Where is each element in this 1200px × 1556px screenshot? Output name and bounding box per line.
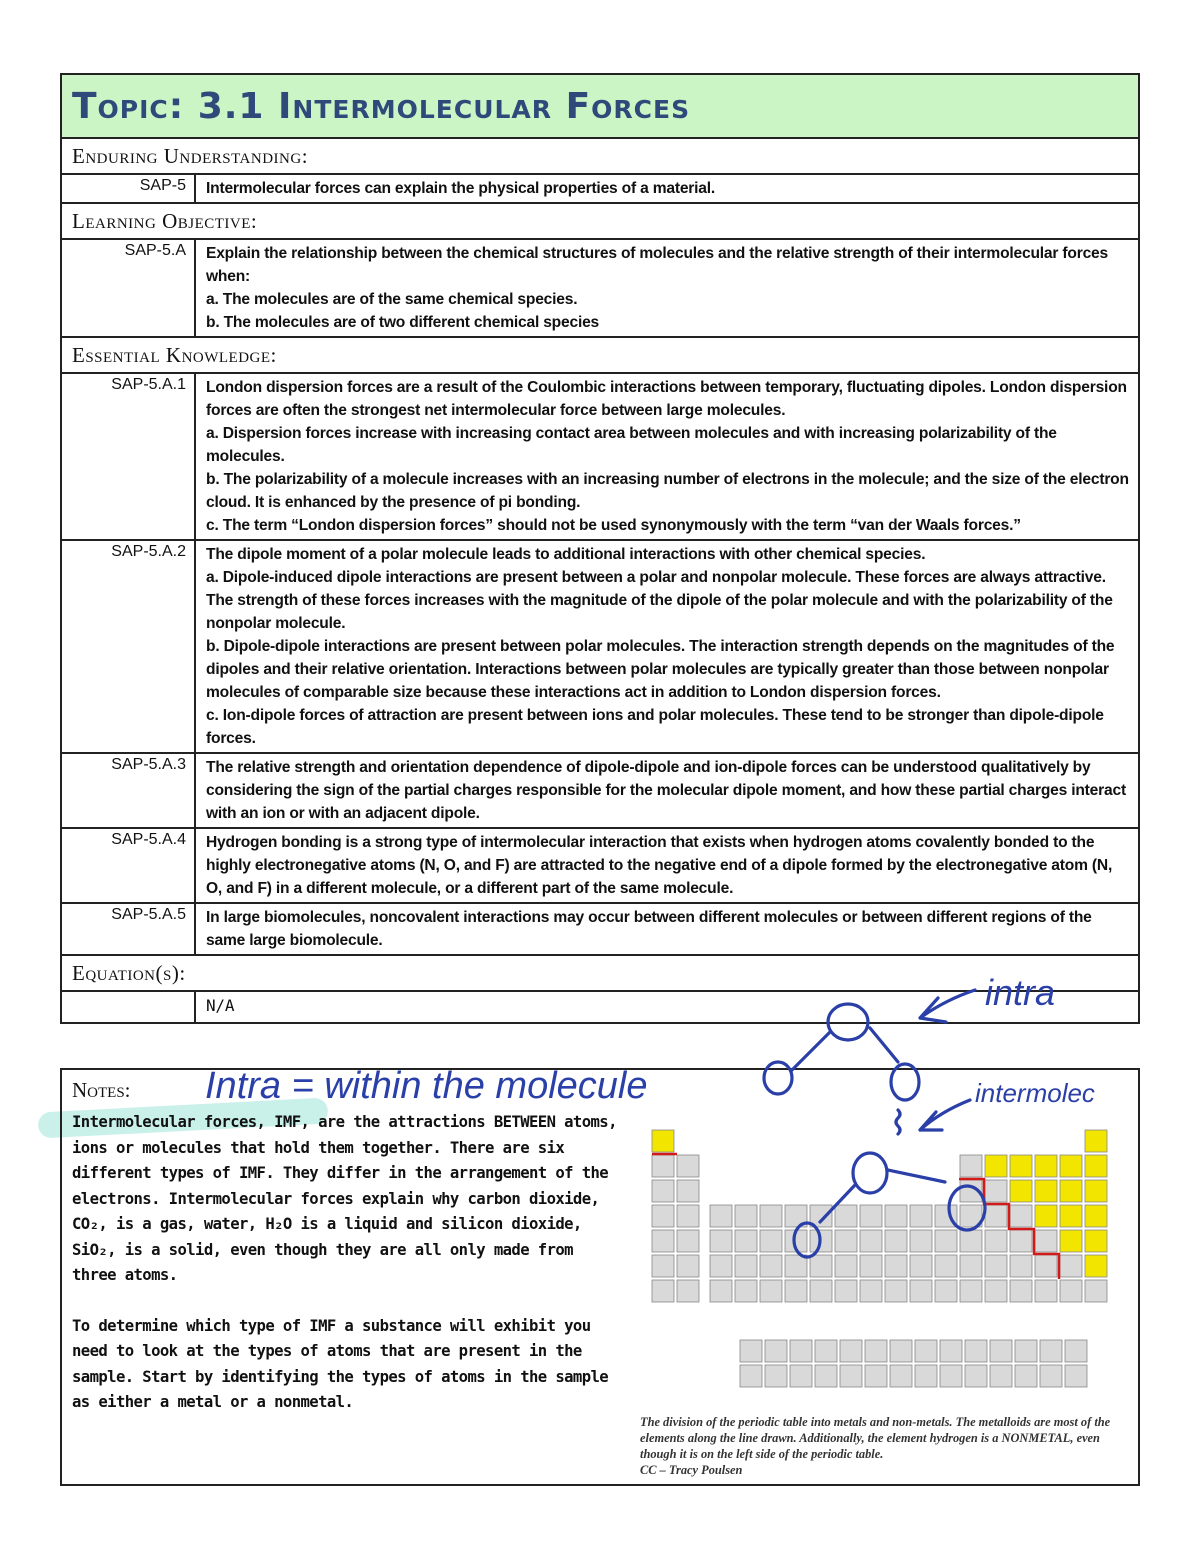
element-cell <box>785 1255 807 1277</box>
element-cell <box>960 1155 982 1177</box>
element-cell <box>1065 1365 1087 1387</box>
element-cell <box>960 1230 982 1252</box>
element-cell <box>765 1340 787 1362</box>
element-cell <box>935 1255 957 1277</box>
element-cell <box>1060 1155 1082 1177</box>
element-cell <box>990 1365 1012 1387</box>
element-cell <box>885 1255 907 1277</box>
handwritten-label-intra: intra <box>985 972 1056 1013</box>
element-cell <box>815 1365 837 1387</box>
element-cell <box>1060 1205 1082 1227</box>
element-cell <box>1035 1205 1057 1227</box>
element-cell <box>710 1205 732 1227</box>
element-cell <box>677 1230 699 1252</box>
element-cell <box>652 1205 674 1227</box>
element-cell <box>965 1340 987 1362</box>
element-cell <box>1060 1255 1082 1277</box>
element-cell <box>985 1255 1007 1277</box>
element-cell <box>652 1280 674 1302</box>
element-cell <box>710 1280 732 1302</box>
element-cell <box>885 1280 907 1302</box>
element-cell <box>1085 1230 1107 1252</box>
element-cell <box>652 1255 674 1277</box>
element-cell <box>1015 1340 1037 1362</box>
row-code: SAP-5.A.3 <box>62 754 196 827</box>
title-bar <box>62 75 1138 139</box>
row-code: SAP-5.A <box>62 240 196 336</box>
element-cell <box>885 1205 907 1227</box>
notes-heading: Notes: <box>72 1078 131 1102</box>
element-cell <box>915 1365 937 1387</box>
element-cell <box>1010 1230 1032 1252</box>
element-cell <box>785 1230 807 1252</box>
element-cell <box>915 1340 937 1362</box>
essential-heading: Essential Knowledge: <box>62 336 1138 374</box>
element-cell <box>652 1180 674 1202</box>
element-cell <box>835 1280 857 1302</box>
row-line: b. Dipole-dipole interactions are present between polar molecules. The interaction strength depends on the magnitudes of the dipoles and their relative orientation. Interactions between polar molecules are typically greater than those between nonpolar molecules of comparable size because these interactions act in addition to London dispersion forces. <box>206 638 1115 701</box>
element-cell <box>790 1340 812 1362</box>
enduring-rows <box>62 175 1138 202</box>
notes-paragraph: To determine which type of IMF a substance will exhibit you need to look at the types of atoms that are present in the sample. Start by identifying the types of atoms in the sample as either a metal or a nonmetal. <box>72 1316 609 1411</box>
row-text <box>196 541 1138 752</box>
element-cell <box>815 1340 837 1362</box>
element-cell <box>1085 1255 1107 1277</box>
element-cell <box>740 1365 762 1387</box>
element-cell <box>785 1280 807 1302</box>
element-cell <box>677 1155 699 1177</box>
element-cell <box>860 1255 882 1277</box>
element-cell <box>1040 1340 1062 1362</box>
element-cell <box>1085 1155 1107 1177</box>
element-cell <box>860 1280 882 1302</box>
element-cell <box>760 1280 782 1302</box>
element-cell <box>765 1365 787 1387</box>
row-code: SAP-5.A.1 <box>62 374 196 539</box>
element-cell <box>835 1255 857 1277</box>
element-cell <box>677 1280 699 1302</box>
element-cell <box>652 1130 674 1152</box>
row-text <box>196 904 1138 954</box>
element-cell <box>840 1340 862 1362</box>
element-cell <box>985 1205 1007 1227</box>
objective-rows <box>62 240 1138 336</box>
element-cell <box>865 1365 887 1387</box>
element-cell <box>790 1365 812 1387</box>
element-cell <box>890 1365 912 1387</box>
element-cell <box>1085 1205 1107 1227</box>
element-cell <box>1010 1280 1032 1302</box>
element-cell <box>735 1255 757 1277</box>
equations-heading: Equation(s): <box>62 954 1138 992</box>
element-cell <box>760 1255 782 1277</box>
element-cell <box>910 1255 932 1277</box>
element-cell <box>935 1205 957 1227</box>
element-cell <box>1040 1365 1062 1387</box>
notes-body <box>72 1110 617 1441</box>
element-cell <box>965 1365 987 1387</box>
element-cell <box>1060 1230 1082 1252</box>
element-cell <box>960 1180 982 1202</box>
element-cell <box>985 1155 1007 1177</box>
element-cell <box>740 1340 762 1362</box>
row-text <box>196 175 1138 202</box>
table-row <box>62 541 1138 754</box>
element-cell <box>910 1280 932 1302</box>
row-text <box>196 754 1138 827</box>
figure-caption: The division of the periodic table into metals and non-metals. The metalloids are most of the elements along the line drawn. Additionally, the element hydrogen is a NONMETAL, even though it is on the left side of the periodic table. CC – Tracy Poulsen <box>640 1415 1111 1477</box>
element-cell <box>735 1205 757 1227</box>
element-cell <box>735 1230 757 1252</box>
table-row <box>62 240 1138 336</box>
element-cell <box>1035 1280 1057 1302</box>
table-row <box>62 754 1138 829</box>
element-cell <box>890 1340 912 1362</box>
element-cell <box>710 1230 732 1252</box>
row-line: Explain the relationship between the chemical structures of molecules and the relative strength of their intermolecular forces when: <box>206 245 1109 285</box>
element-cell <box>1035 1230 1057 1252</box>
page-title: Topic: 3.1 Intermolecular Forces <box>72 85 691 127</box>
element-cell <box>835 1230 857 1252</box>
row-line: Hydrogen bonding is a strong type of intermolecular interaction that exists when hydrogen atoms covalently bonded to the highly electronegative atoms (N, O, and F) are attracted to the negative end of a dipole formed by the electronegative atom (N, O, and F) in a different molecule, or a different part of the same molecule. <box>206 834 1113 897</box>
element-cell <box>1065 1340 1087 1362</box>
element-cell <box>1010 1155 1032 1177</box>
row-code: SAP-5.A.2 <box>62 541 196 752</box>
element-cell <box>760 1205 782 1227</box>
element-cell <box>810 1230 832 1252</box>
element-cell <box>1060 1280 1082 1302</box>
row-line: c. The term “London dispersion forces” should not be used synonymously with the term “van der Waals forces.” <box>206 517 1021 534</box>
element-cell <box>885 1230 907 1252</box>
element-cell <box>810 1280 832 1302</box>
table-row <box>62 992 1138 1022</box>
element-cell <box>1085 1180 1107 1202</box>
element-cell <box>1035 1255 1057 1277</box>
row-line: The dipole moment of a polar molecule leads to additional interactions with other chemical species. <box>206 546 926 563</box>
element-cell <box>985 1180 1007 1202</box>
handwritten-intra-definition: Intra = within the molecule <box>205 1065 648 1107</box>
element-cell <box>960 1280 982 1302</box>
table-row <box>62 175 1138 202</box>
row-code: SAP-5 <box>62 175 196 202</box>
row-code <box>62 992 196 1022</box>
element-cell <box>810 1255 832 1277</box>
row-line: b. The polarizability of a molecule increases with an increasing number of electrons in the molecule; and the size of the electron cloud. It is enhanced by the presence of pi bonding. <box>206 471 1129 511</box>
element-cell <box>985 1230 1007 1252</box>
element-cell <box>1035 1180 1057 1202</box>
row-line: The relative strength and orientation dependence of dipole-dipole and ion-dipole forces can be understood qualitatively by considering the sign of the partial charges responsible for the molecular dipole moment, and how these partial charges interact with an ion or with an adjacent dipole. <box>206 759 1126 822</box>
element-cell <box>910 1205 932 1227</box>
element-cell <box>1085 1130 1107 1152</box>
element-cell <box>677 1180 699 1202</box>
element-cell <box>940 1365 962 1387</box>
row-line: c. Ion-dipole forces of attraction are present between ions and polar molecules. These tend to be stronger than dipole-dipole forces. <box>206 707 1104 747</box>
element-cell <box>910 1230 932 1252</box>
element-cell <box>1060 1180 1082 1202</box>
row-line: a. Dispersion forces increase with increasing contact area between molecules and with increasing polarizability of the molecules. <box>206 425 1057 465</box>
row-line: b. The molecules are of two different chemical species <box>206 314 600 331</box>
element-cell <box>940 1340 962 1362</box>
row-line: London dispersion forces are a result of the Coulombic interactions between temporary, fluctuating dipoles. London dispersion forces are often the strongest net intermolecular force between large molecules. <box>206 379 1127 419</box>
row-line: In large biomolecules, noncovalent interactions may occur between different molecules or between different regions of the same large biomolecule. <box>206 909 1092 949</box>
row-code: SAP-5.A.4 <box>62 829 196 902</box>
essential-rows <box>62 374 1138 954</box>
element-cell <box>1010 1180 1032 1202</box>
element-cell <box>1015 1365 1037 1387</box>
element-cell <box>760 1230 782 1252</box>
equations-value: N/A <box>206 996 235 1015</box>
element-cell <box>860 1205 882 1227</box>
notes-paragraph: Intermolecular forces, IMF, are the attractions BETWEEN atoms, ions or molecules that hold them together. There are six different types of IMF. They differ in the arrangement of the electrons. Intermolecular forces explain why carbon dioxide, CO₂, is a gas, water, H₂O is a liquid and silicon dioxide, SiO₂, is a solid, even though they are all only made from three atoms. <box>72 1113 617 1284</box>
element-cell <box>735 1280 757 1302</box>
element-cell <box>935 1280 957 1302</box>
element-cell <box>1010 1255 1032 1277</box>
element-cell <box>1010 1205 1032 1227</box>
topic-sheet <box>60 73 1140 1024</box>
element-cell <box>1035 1155 1057 1177</box>
element-cell <box>835 1205 857 1227</box>
element-cell <box>710 1255 732 1277</box>
row-text <box>196 240 1138 336</box>
element-cell <box>840 1365 862 1387</box>
element-cell <box>960 1205 982 1227</box>
objective-heading: Learning Objective: <box>62 202 1138 240</box>
element-cell <box>810 1205 832 1227</box>
row-text <box>196 374 1138 539</box>
element-cell <box>935 1230 957 1252</box>
table-row <box>62 829 1138 904</box>
table-row <box>62 374 1138 541</box>
element-cell <box>960 1255 982 1277</box>
row-text <box>196 829 1138 902</box>
table-row <box>62 904 1138 954</box>
row-line: a. The molecules are of the same chemical species. <box>206 291 578 308</box>
row-line: Intermolecular forces can explain the physical properties of a material. <box>206 180 716 197</box>
element-cell <box>860 1230 882 1252</box>
element-cell <box>785 1205 807 1227</box>
element-cell <box>652 1155 674 1177</box>
element-cell <box>985 1280 1007 1302</box>
element-cell <box>677 1205 699 1227</box>
element-cell <box>1085 1280 1107 1302</box>
row-code: SAP-5.A.5 <box>62 904 196 954</box>
element-cell <box>865 1340 887 1362</box>
handwritten-label-intermolec: intermolec <box>975 1078 1095 1108</box>
element-cell <box>990 1340 1012 1362</box>
element-cell <box>652 1230 674 1252</box>
periodic-table-figure <box>648 1128 1138 1428</box>
element-cell <box>677 1255 699 1277</box>
enduring-heading: Enduring Understanding: <box>62 139 1138 175</box>
row-line: a. Dipole-induced dipole interactions are present between a polar and nonpolar molecule. These forces are always attractive. The strength of these forces increases with the magnitude of the dipole of the polar molecule and with the polarizability of the nonpolar molecule. <box>206 569 1113 632</box>
